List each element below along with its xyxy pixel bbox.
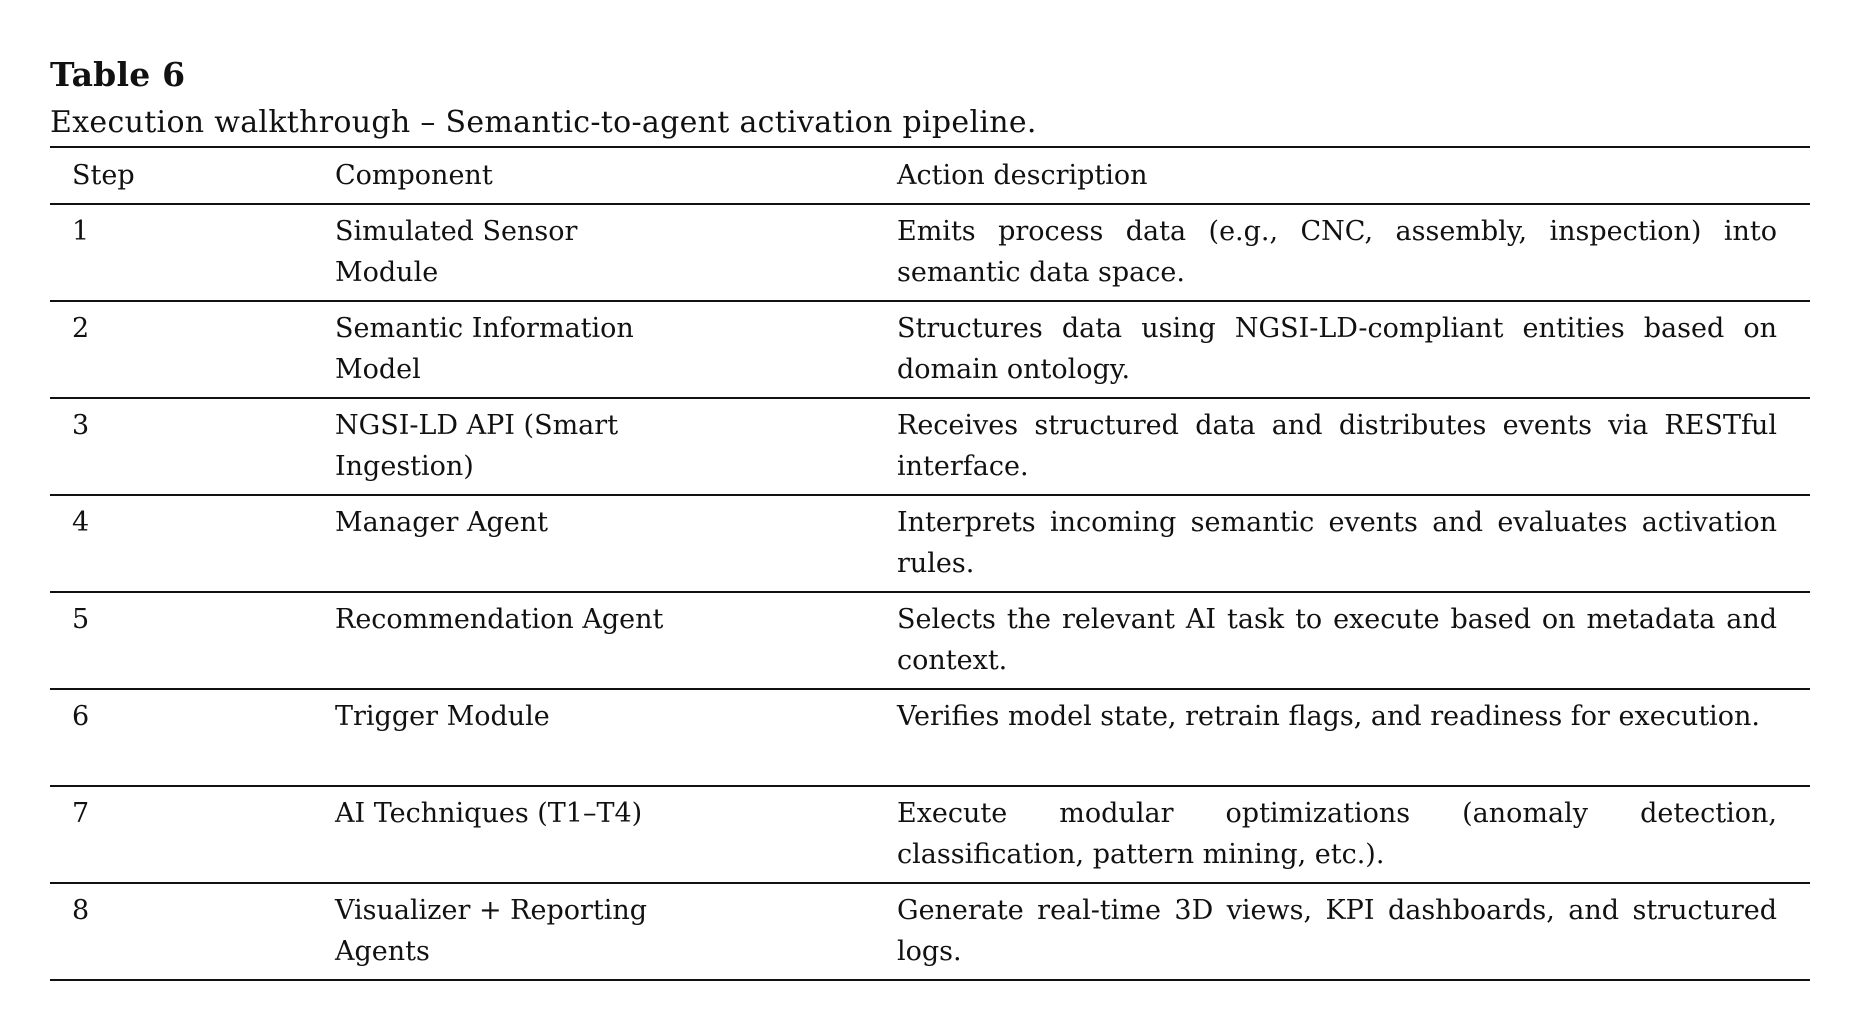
component-value: Manager Agent (335, 507, 548, 538)
table-row (50, 883, 1810, 980)
table-row (50, 689, 1810, 786)
component-value: Visualizer + Reporting Agents (335, 895, 648, 967)
table-header (50, 147, 1810, 204)
table-row (50, 301, 1810, 398)
step-value: 8 (72, 895, 90, 926)
action-value: Structures data using NGSI-LD-compliant entities based on domain ontology. (897, 313, 1777, 385)
action-cell (897, 689, 1810, 786)
action-value: Interprets incoming semantic events and evaluates activation rules. (897, 507, 1777, 579)
header-component: Component (335, 160, 493, 191)
component-value: AI Techniques (T1–T4) (335, 798, 643, 829)
step-cell (50, 689, 335, 786)
action-value: Receives structured data and distributes events via RESTful interface. (897, 410, 1777, 482)
action-cell (897, 398, 1810, 495)
table-figure (50, 50, 1810, 981)
step-cell (50, 592, 335, 689)
step-cell (50, 204, 335, 301)
component-value: NGSI-LD API (Smart Ingestion) (335, 410, 619, 482)
action-value: Selects the relevant AI task to execute based on metadata and context. (897, 604, 1777, 676)
table-label: Table 6 (50, 55, 186, 94)
table-row (50, 398, 1810, 495)
action-value: Execute modular optimizations (anomaly detection, classification, pattern mining, etc.). (897, 798, 1777, 870)
component-cell (335, 495, 897, 592)
step-cell (50, 495, 335, 592)
step-value: 1 (72, 216, 90, 247)
action-value: Verifies model state, retrain flags, and readiness for execution. (897, 701, 1760, 732)
action-value: Emits process data (e.g., CNC, assembly, inspection) into semantic data space. (897, 216, 1777, 288)
table-body (50, 204, 1810, 980)
table-row (50, 592, 1810, 689)
step-cell (50, 301, 335, 398)
component-cell (335, 398, 897, 495)
step-value: 6 (72, 701, 90, 732)
table-row (50, 204, 1810, 301)
table-caption: Execution walkthrough – Semantic-to-agent activation pipeline. (50, 105, 1037, 140)
step-value: 2 (72, 313, 90, 344)
step-cell (50, 883, 335, 980)
step-value: 3 (72, 410, 90, 441)
action-cell (897, 495, 1810, 592)
header-step: Step (72, 160, 135, 191)
header-row (50, 147, 1810, 204)
table-row (50, 495, 1810, 592)
component-value: Simulated Sensor Module (335, 216, 578, 288)
component-value: Recommendation Agent (335, 604, 664, 635)
action-cell (897, 592, 1810, 689)
component-cell (335, 592, 897, 689)
component-cell (335, 689, 897, 786)
action-value: Generate real-time 3D views, KPI dashboards, and structured logs. (897, 895, 1777, 967)
table-row (50, 786, 1810, 883)
component-cell (335, 204, 897, 301)
component-cell (335, 883, 897, 980)
component-cell (335, 301, 897, 398)
component-value: Semantic Information Model (335, 313, 634, 385)
component-value: Trigger Module (335, 701, 550, 732)
action-cell (897, 786, 1810, 883)
step-value: 4 (72, 507, 90, 538)
header-action-description: Action description (897, 160, 1148, 191)
data-table (50, 146, 1810, 981)
action-cell (897, 204, 1810, 301)
action-cell (897, 883, 1810, 980)
step-value: 7 (72, 798, 90, 829)
step-value: 5 (72, 604, 90, 635)
action-cell (897, 301, 1810, 398)
step-cell (50, 786, 335, 883)
component-cell (335, 786, 897, 883)
step-cell (50, 398, 335, 495)
